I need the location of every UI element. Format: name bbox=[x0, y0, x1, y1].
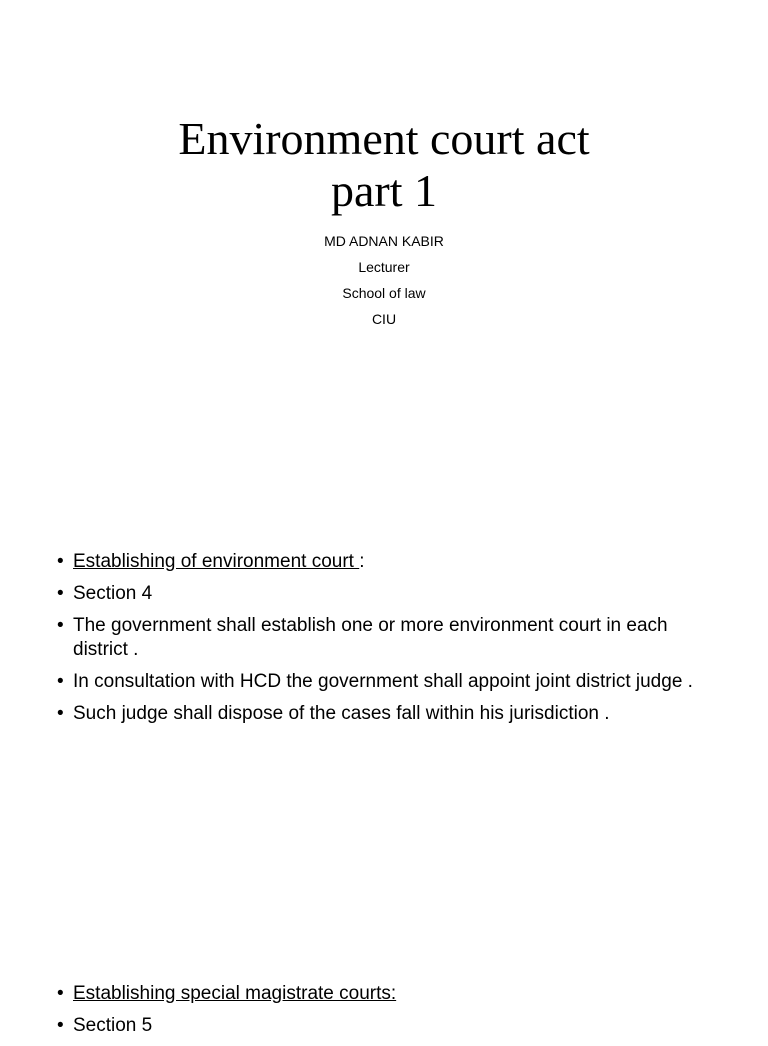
bullet-text: In consultation with HCD the government shall appoint joint district judge . bbox=[73, 671, 693, 692]
bullet-icon: • bbox=[57, 1015, 64, 1036]
bullet-heading: Establishing special magistrate courts: bbox=[73, 983, 397, 1004]
bullet-icon: • bbox=[57, 615, 64, 636]
bullet-icon: • bbox=[57, 983, 64, 1004]
bullet-icon: • bbox=[57, 551, 64, 572]
bullet-text: The government shall establish one or more environment court in each district . bbox=[73, 615, 668, 660]
bullet-icon: • bbox=[57, 703, 64, 724]
bullet-icon: • bbox=[57, 583, 64, 604]
bullet-text: Section 5 bbox=[73, 1015, 153, 1036]
bullet-item bbox=[57, 1014, 717, 1038]
author-institution: CIU bbox=[371, 311, 397, 327]
bullet-item bbox=[57, 670, 717, 694]
bullet-item bbox=[57, 550, 717, 574]
author-school: School of law bbox=[342, 285, 426, 301]
bullet-text: Section 4 bbox=[73, 583, 153, 604]
bullet-text: Such judge shall dispose of the cases fall within his jurisdiction . bbox=[73, 703, 610, 724]
title-line: part 1 bbox=[330, 165, 437, 216]
author-name: MD ADNAN KABIR bbox=[324, 233, 444, 249]
title-line: Environment court act bbox=[178, 113, 590, 164]
slide-subtitle bbox=[0, 228, 768, 332]
bullet-heading: Establishing of environment court bbox=[73, 551, 360, 572]
bullet-item bbox=[57, 702, 717, 726]
slide-title bbox=[0, 113, 768, 217]
content-slide bbox=[0, 432, 768, 864]
bullet-icon: • bbox=[57, 671, 64, 692]
bullet-item bbox=[57, 614, 717, 662]
bullet-item bbox=[57, 582, 717, 606]
bullet-item bbox=[57, 982, 717, 1006]
author-position: Lecturer bbox=[358, 259, 410, 275]
bullet-heading-suffix: : bbox=[359, 551, 365, 572]
bullet-list bbox=[57, 550, 717, 734]
bullet-list bbox=[57, 982, 717, 1046]
title-slide bbox=[0, 0, 768, 432]
content-slide bbox=[0, 864, 768, 1036]
